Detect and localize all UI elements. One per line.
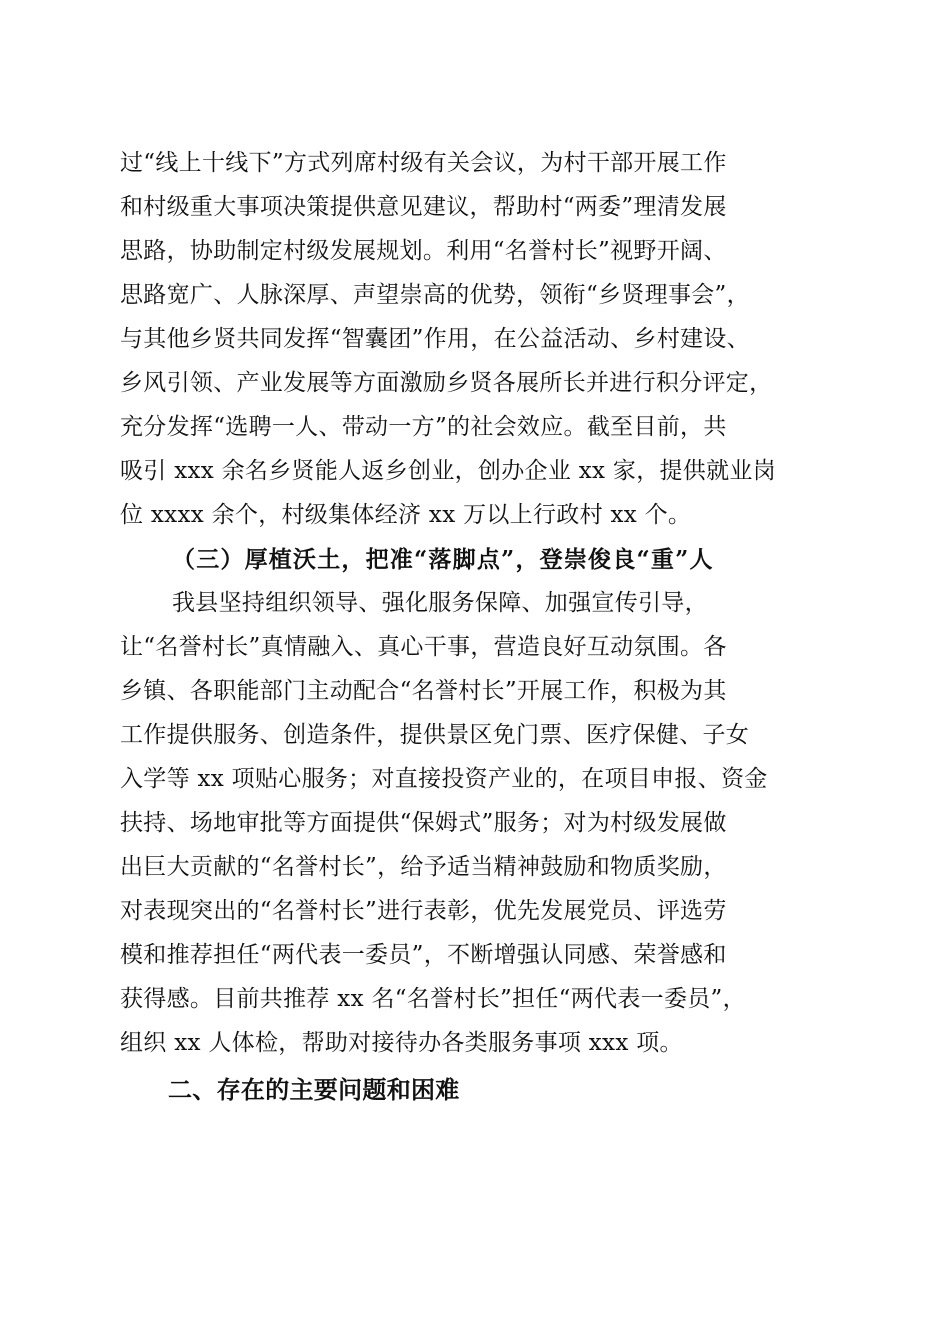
- body-text-line: 让“名誉村长”真情融入、真心干事，营造良好互动氛围。各: [120, 634, 727, 660]
- section-heading-2: 二、存在的主要问题和困难: [168, 1076, 460, 1104]
- body-text-line: 扶持、场地审批等方面提供“保姆式”服务；对为村级发展做: [120, 810, 727, 836]
- body-text-line: 组织 xx 人体检，帮助对接待办各类服务事项 xxx 项。: [120, 1030, 683, 1056]
- body-text-line: 吸引 xxx 余名乡贤能人返乡创业，创办企业 xx 家，提供就业岗: [120, 458, 776, 484]
- body-text-line: 过“线上十线下”方式列席村级有关会议，为村干部开展工作: [120, 150, 727, 176]
- body-text-line: 入学等 xx 项贴心服务；对直接投资产业的，在项目申报、资金: [120, 766, 768, 792]
- body-text-line: 思路宽广、人脉深厚、声望崇高的优势，领衔“乡贤理事会”，: [120, 282, 750, 308]
- body-text-line: 模和推荐担任“两代表一委员”，不断增强认同感、荣誉感和: [120, 942, 727, 968]
- body-text-line: 位 xxxx 余个，村级集体经济 xx 万以上行政村 xx 个。: [120, 502, 692, 528]
- body-text-line: 对表现突出的“名誉村长”进行表彰，优先发展党员、评选劳: [120, 898, 727, 924]
- body-text-line: 乡镇、各职能部门主动配合“名誉村长”开展工作，积极为其: [120, 678, 727, 704]
- body-text-line: 我县坚持组织领导、强化服务保障、加强宣传引导，: [172, 590, 708, 616]
- body-text-line: 出巨大贡献的“名誉村长”，给予适当精神鼓励和物质奖励，: [120, 854, 727, 880]
- section-heading-3: （三）厚植沃土，把准“落脚点”，登崇俊良“重”人: [172, 546, 714, 573]
- body-text-line: 充分发挥“选聘一人、带动一方”的社会效应。截至目前，共: [120, 414, 727, 440]
- body-text-line: 和村级重大事项决策提供意见建议，帮助村“两委”理清发展: [120, 194, 727, 220]
- body-text-line: 乡风引领、产业发展等方面激励乡贤各展所长并进行积分评定，: [120, 370, 773, 396]
- body-text-line: 与其他乡贤共同发挥“智囊团”作用，在公益活动、乡村建设、: [120, 326, 750, 352]
- body-text-line: 获得感。目前共推荐 xx 名“名誉村长”担任“两代表一委员”，: [120, 986, 746, 1012]
- body-text-line: 工作提供服务、创造条件，提供景区免门票、医疗保健、子女: [120, 722, 750, 748]
- body-text-line: 思路，协助制定村级发展规划。利用“名誉村长”视野开阔、: [120, 238, 727, 264]
